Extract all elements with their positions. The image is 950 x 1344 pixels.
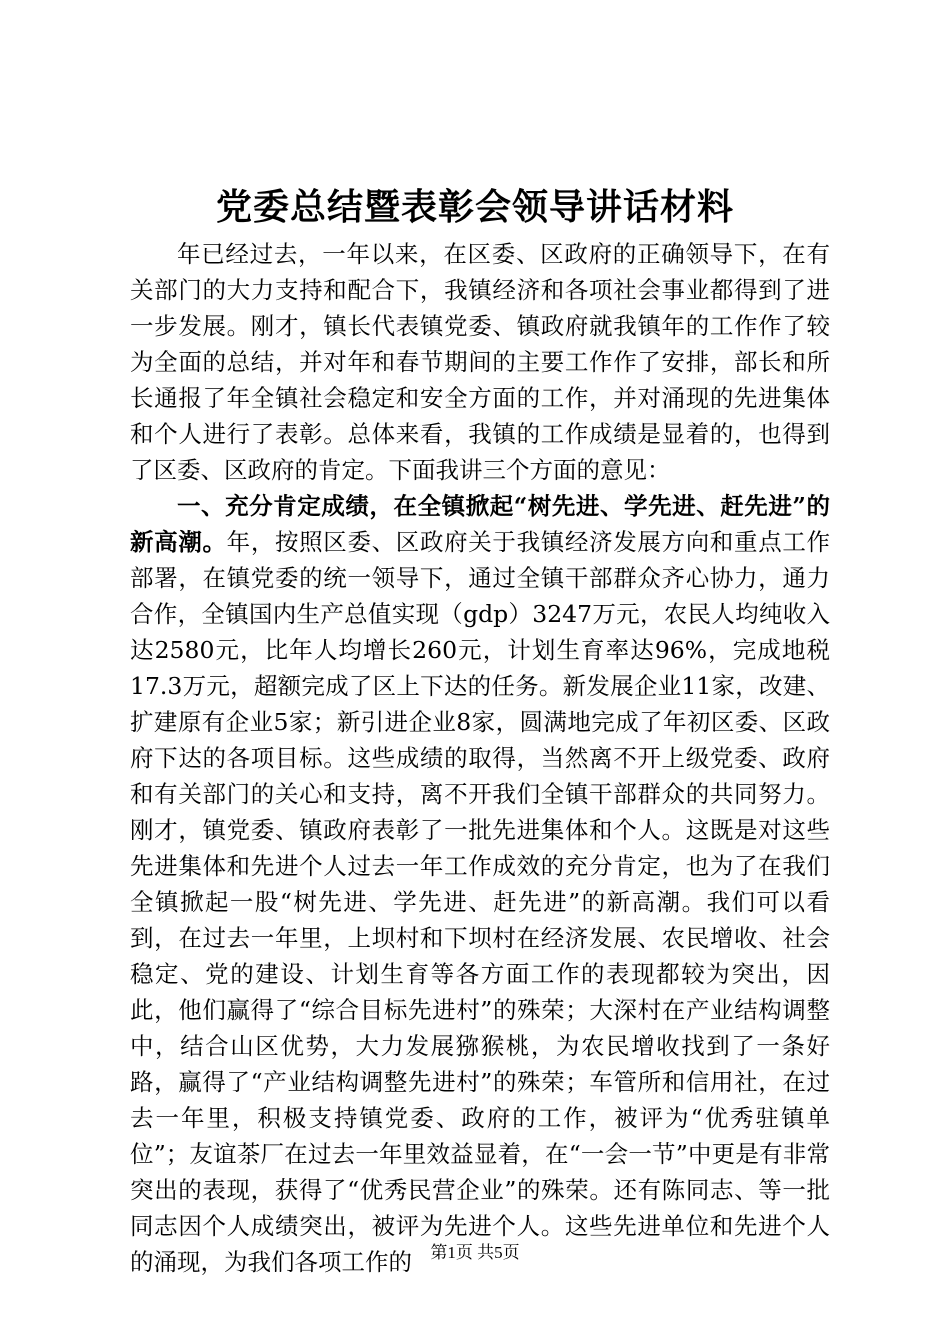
intro-paragraph-text: 年已经过去，一年以来，在区委、区政府的正确领导下，在有关部门的大力支持和配合下，我镇经济和各项社会事业都得到了进一步发展。刚才，镇长代表镇党委、镇政府就我镇年的工作作了较为全面的总结，并对年和春节期间的主要工作作了安排，部长和所长通报了年全镇社会稳定和安全方面的工作，并对涌现的先进集体和个人进行了表彰。总体来看，我镇的工作成绩是显着的，也得到了区委、区政府的肯定。下面我讲三个方面的意见： — [130, 240, 830, 484]
section-one-text: 年，按照区委、区政府关于我镇经济发展方向和重点工作部署，在镇党委的统一领导下，通过全镇干部群众齐心协力，通力合作，全镇国内生产总值实现（gdp）3247万元，农民人均纯收入达2580元，比年人均增长260元，计划生育率达96%，完成地税17.3万元，超额完成了区上下达的任务。新发展企业11家，改建、扩建原有企业5家；新引进企业8家，圆满地完成了年初区委、区政府下达的各项目标。这些成绩的取得，当然离不开上级党委、政府和有关部门的关心和支持，离不开我们全镇干部群众的共同努力。刚才，镇党委、镇政府表彰了一批先进集体和个人。这既是对这些先进集体和先进个人过去一年工作成效的充分肯定，也为了在我们全镇掀起一股“树先进、学先进、赶先进”的新高潮。我们可以看到，在过去一年里，上坝村和下坝村在经济发展、农民增收、社会稳定、党的建设、计划生育等各方面工作的表现都较为突出，因此，他们赢得了“综合目标先进村”的殊荣；大深村在产业结构调整中，结合山区优势，大力发展猕猴桃，为农民增收找到了一条好路，赢得了“产业结构调整先进村”的殊荣；车管所和信用社，在过去一年里，积极支持镇党委、政府的工作，被评为“优秀驻镇单位”；友谊茶厂在过去一年里效益显着，在“一会一节”中更是有非常突出的表现，获得了“优秀民营企业”的殊荣。还有陈同志、等一批同志因个人成绩突出，被评为先进个人。这些先进单位和先进个人的涌现，为我们各项工作的 — [130, 528, 831, 1276]
section-one-paragraph — [130, 488, 830, 1280]
document-body — [130, 236, 830, 1280]
document-title: 党委总结暨表彰会领导讲话材料 — [215, 186, 734, 228]
page-number-footer: 第1页 共5页 — [430, 1243, 520, 1262]
section-one-heading: 一、充分肯定成绩，在全镇掀起“树先进、学先进、赶先进”的新高潮。 — [130, 492, 830, 556]
intro-paragraph — [130, 236, 830, 488]
